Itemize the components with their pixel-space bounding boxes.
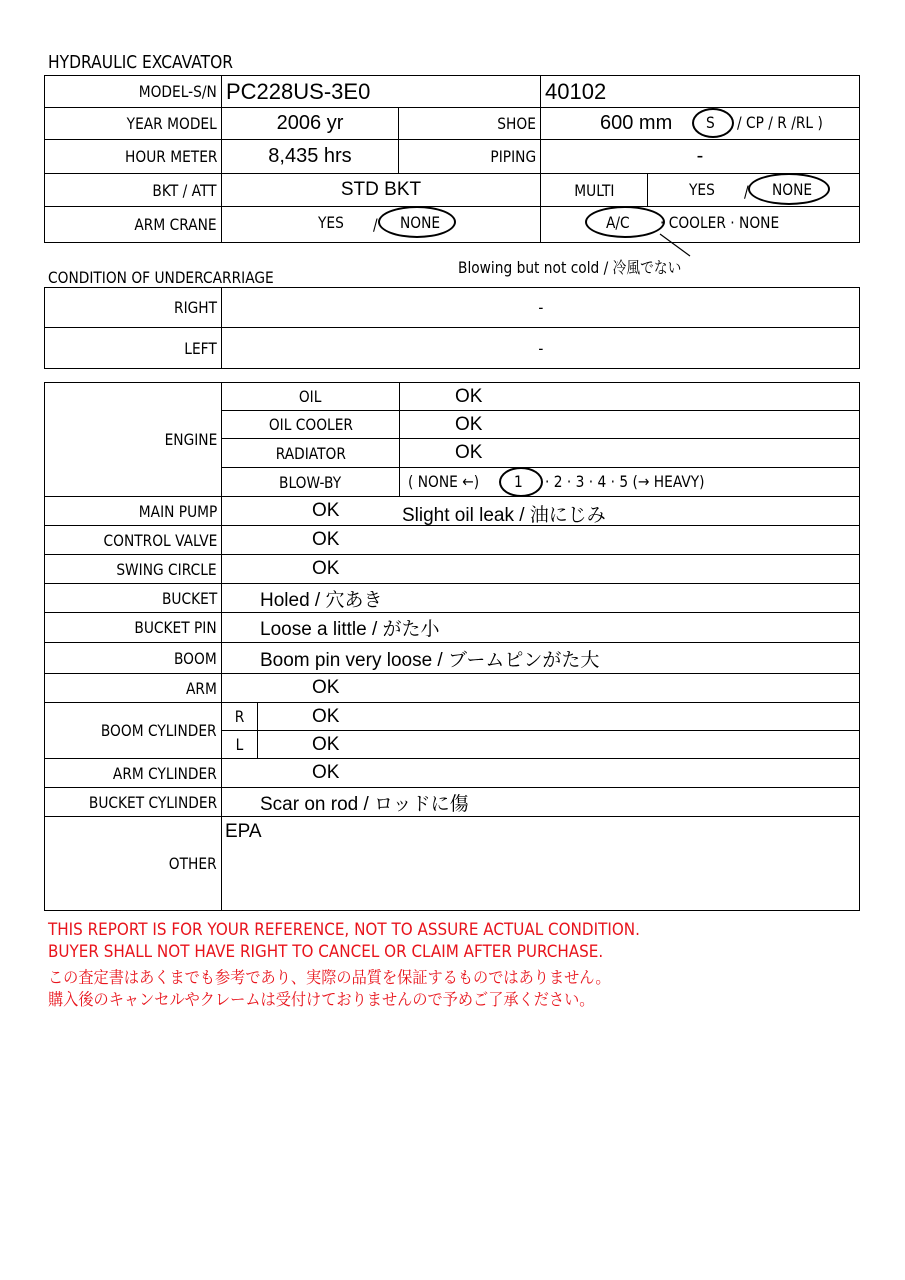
bucket-pin-label: BUCKET PIN xyxy=(134,618,217,637)
disclaimer-line-1: THIS REPORT IS FOR YOUR REFERENCE, NOT TO ASSURE ACTUAL CONDITION. xyxy=(48,920,640,939)
boom-cyl-l-label: L xyxy=(235,735,244,754)
piping-label-cell xyxy=(399,140,541,174)
uc-right-value: - xyxy=(538,298,543,317)
boom-cyl-label-cell xyxy=(45,703,222,759)
blowby-label-cell xyxy=(222,468,400,497)
bucket-pin-label-cell xyxy=(45,613,222,643)
multi-separator: / xyxy=(744,182,749,201)
undercarriage-table xyxy=(44,287,860,369)
blowby-level-1: 1 xyxy=(514,472,523,491)
uc-left-cell xyxy=(222,328,860,369)
multi-label-cell xyxy=(541,174,648,207)
shoe-label-cell xyxy=(399,108,541,140)
other-label: OTHER xyxy=(169,854,217,873)
swing-circle-cell xyxy=(222,555,860,584)
radiator-value: OK xyxy=(455,442,483,463)
shoe-options: / CP / R /RL ) xyxy=(737,113,823,132)
bkt-label: BKT / ATT xyxy=(152,180,217,200)
multi-none-circle xyxy=(748,173,830,205)
multi-label: MULTI xyxy=(573,180,615,200)
arm-cyl-label-cell xyxy=(45,759,222,788)
piping-label: PIPING xyxy=(490,147,536,166)
blowby-selected-circle xyxy=(499,467,543,497)
radiator-label: RADIATOR xyxy=(275,443,346,463)
uc-right-cell xyxy=(222,288,860,328)
bucket-cell xyxy=(222,584,860,613)
year-value: 2006 yr xyxy=(276,112,344,134)
arm-cyl-label: ARM CYLINDER xyxy=(113,763,217,783)
serial-cell xyxy=(541,76,860,108)
boom-value: Boom pin very loose / ブームピンがた大 xyxy=(260,649,600,671)
uc-left-label-cell xyxy=(45,328,222,369)
main-pump-label: MAIN PUMP xyxy=(138,501,217,521)
bkt-label-cell xyxy=(45,174,222,207)
arm-value: OK xyxy=(312,677,340,698)
document-title: HYDRAULIC EXCAVATOR xyxy=(48,52,234,73)
bucket-cyl-label: BUCKET CYLINDER xyxy=(88,792,217,812)
boom-cyl-r-label-cell xyxy=(222,703,258,731)
arm-cyl-cell xyxy=(222,759,860,788)
hour-label: HOUR METER xyxy=(124,147,217,166)
piping-cell xyxy=(541,140,860,174)
blowby-label: BLOW-BY xyxy=(279,472,342,492)
bucket-cyl-label-cell xyxy=(45,788,222,817)
uc-left-label: LEFT xyxy=(184,338,217,358)
hours-cell xyxy=(222,140,399,174)
boom-label-cell xyxy=(45,643,222,674)
disclaimer-line-4: 購入後のキャンセルやクレームは受付けておりませんので予めご了承ください。 xyxy=(48,990,595,1009)
oil-label: OIL xyxy=(299,387,322,406)
hour-label-cell xyxy=(45,140,222,174)
year-label-cell xyxy=(45,108,222,140)
boom-cell xyxy=(222,643,860,674)
radiator-label-cell xyxy=(222,439,400,468)
oil-cooler-label-cell xyxy=(222,411,400,439)
ac-option: A/C xyxy=(606,213,630,232)
uc-right-label-cell xyxy=(45,288,222,328)
hours-value: 8,435 hrs xyxy=(268,145,352,167)
boom-cyl-l-cell xyxy=(258,731,860,759)
uc-right-label: RIGHT xyxy=(173,298,217,317)
swing-circle-label-cell xyxy=(45,555,222,584)
shoe-s-circle xyxy=(692,108,734,138)
main-pump-note: Slight oil leak / 油にじみ xyxy=(402,505,606,526)
control-valve-label-cell xyxy=(45,526,222,555)
oil-cooler-label: OIL COOLER xyxy=(268,415,353,434)
model-label-cell xyxy=(45,76,222,108)
bucket-pin-value: Loose a little / がた小 xyxy=(260,619,440,640)
other-cell xyxy=(222,817,860,911)
boom-cyl-r-value: OK xyxy=(312,705,340,727)
shoe-option-s: S xyxy=(706,113,715,132)
piping-value: - xyxy=(696,145,704,167)
model-cell xyxy=(222,76,541,108)
serial-value: 40102 xyxy=(545,78,607,104)
engine-label: ENGINE xyxy=(164,430,217,449)
shoe-label: SHOE xyxy=(497,114,536,133)
bkt-value: STD BKT xyxy=(340,179,422,200)
boom-label: BOOM xyxy=(174,648,217,668)
boom-cyl-r-label: R xyxy=(234,707,245,726)
boom-cyl-l-value: OK xyxy=(312,733,340,755)
main-pump-label-cell xyxy=(45,497,222,526)
armcrane-separator: / xyxy=(373,215,378,234)
blowby-scale-rest: · 2 · 3 · 4 · 5 (→ HEAVY) xyxy=(545,472,705,491)
undercarriage-title: CONDITION OF UNDERCARRIAGE xyxy=(48,268,274,287)
other-label-cell xyxy=(45,817,222,911)
boom-cyl-label: BOOM CYLINDER xyxy=(101,721,217,740)
armcrane-none: NONE xyxy=(400,213,441,232)
uc-left-value: - xyxy=(538,338,543,358)
bucket-cyl-value: Scar on rod / ロッドに傷 xyxy=(260,793,469,815)
boom-cyl-r-cell xyxy=(258,703,860,731)
ac-options: · COOLER · NONE xyxy=(660,213,780,232)
radiator-cell xyxy=(400,439,860,468)
model-label: MODEL-S/N xyxy=(138,82,217,101)
arm-cell xyxy=(222,674,860,703)
armcrane-label: ARM CRANE xyxy=(134,215,217,234)
multi-yes: YES xyxy=(689,180,715,199)
multi-none: NONE xyxy=(772,180,813,199)
disclaimer-line-2: BUYER SHALL NOT HAVE RIGHT TO CANCEL OR CLAIM AFTER PURCHASE. xyxy=(48,942,604,961)
control-valve-value: OK xyxy=(312,529,340,550)
armcrane-label-cell xyxy=(45,207,222,243)
engine-label-cell xyxy=(45,383,222,497)
oil-cell xyxy=(400,383,860,411)
swing-circle-label: SWING CIRCLE xyxy=(116,559,217,579)
control-valve-cell xyxy=(222,526,860,555)
bucket-label-cell xyxy=(45,584,222,613)
model-value: PC228US-3E0 xyxy=(226,78,371,104)
boom-cyl-l-label-cell xyxy=(222,731,258,759)
bucket-pin-cell xyxy=(222,613,860,643)
arm-label: ARM xyxy=(186,678,217,698)
ac-note: Blowing but not cold / 冷風でない xyxy=(458,258,682,277)
oil-cooler-value: OK xyxy=(455,413,483,435)
armcrane-none-circle xyxy=(378,206,456,238)
bkt-cell xyxy=(222,174,541,207)
bucket-cyl-cell xyxy=(222,788,860,817)
blowby-scale-start: ( NONE ←) xyxy=(408,472,480,491)
condition-table xyxy=(44,382,860,911)
swing-circle-value: OK xyxy=(312,558,340,579)
disclaimer-line-3: この査定書はあくまでも参考であり、実際の品質を保証するものではありません。 xyxy=(48,968,611,987)
bucket-label: BUCKET xyxy=(161,588,217,608)
oil-value: OK xyxy=(455,385,483,407)
main-pump-value: OK xyxy=(312,500,340,521)
arm-cyl-value: OK xyxy=(312,762,340,783)
other-value: EPA xyxy=(225,821,262,842)
oil-cooler-cell xyxy=(400,411,860,439)
oil-label-cell xyxy=(222,383,400,411)
armcrane-yes: YES xyxy=(318,213,344,232)
shoe-value: 600 mm xyxy=(600,112,673,134)
year-cell xyxy=(222,108,399,140)
bucket-value: Holed / 穴あき xyxy=(260,589,383,611)
year-label: YEAR MODEL xyxy=(126,114,217,133)
control-valve-label: CONTROL VALVE xyxy=(103,530,217,550)
arm-label-cell xyxy=(45,674,222,703)
